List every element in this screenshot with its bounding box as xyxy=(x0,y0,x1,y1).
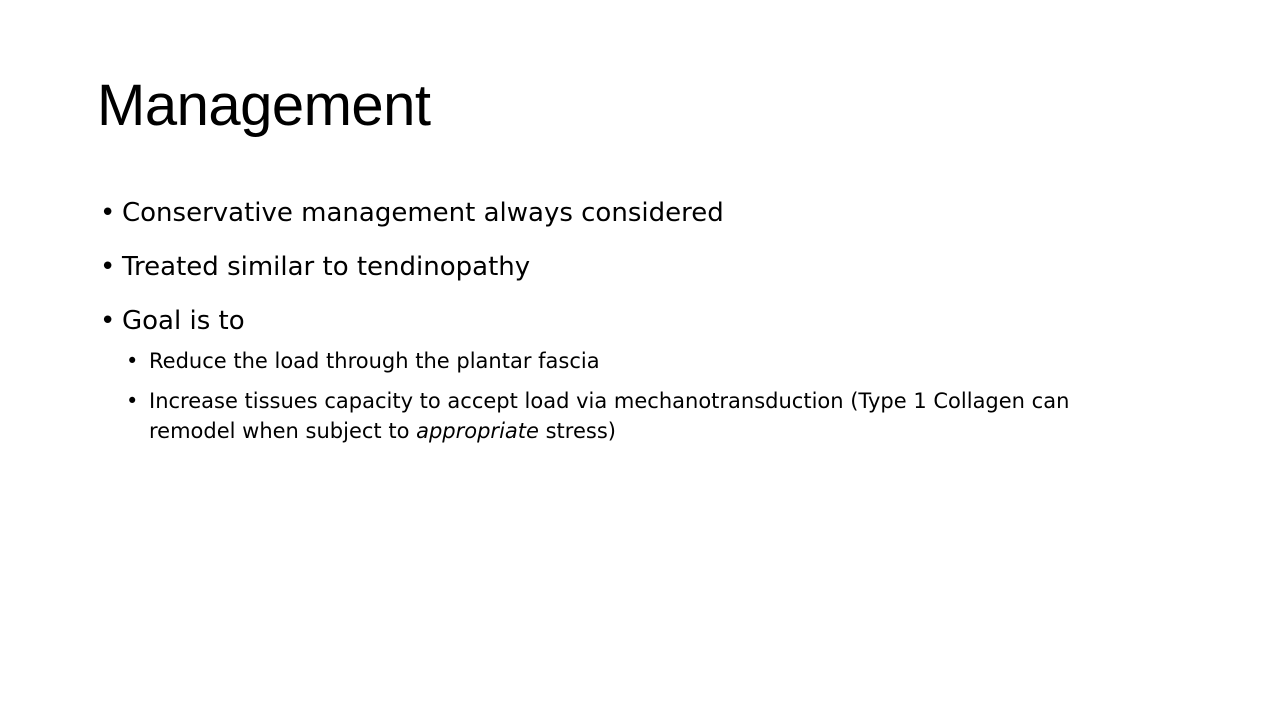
sub-bullet-text: Increase tissues capacity to accept load via mechanotransduction (Type 1 Collagen can remodel when subject to xyxy=(149,389,1070,443)
sub-bullet-text: Reduce the load through the plantar fascia xyxy=(149,349,600,373)
bullet-text: Conservative management always considered xyxy=(122,198,724,228)
sub-bullet-item xyxy=(122,386,1139,446)
bullet-text: Treated similar to tendinopathy xyxy=(122,252,531,282)
sub-bullet-list xyxy=(122,346,1180,446)
bullet-item xyxy=(100,192,1180,234)
bullet-item xyxy=(100,246,1180,288)
bullet-list xyxy=(100,192,1180,446)
slide-title: Management xyxy=(97,73,431,138)
bullet-text: Goal is to xyxy=(122,306,245,336)
slide-content xyxy=(100,192,1180,458)
sub-bullet-item xyxy=(122,346,1180,376)
emphasized-text: appropriate xyxy=(416,419,539,443)
sub-bullet-text-end: stress) xyxy=(538,419,616,443)
bullet-item xyxy=(100,300,1180,446)
